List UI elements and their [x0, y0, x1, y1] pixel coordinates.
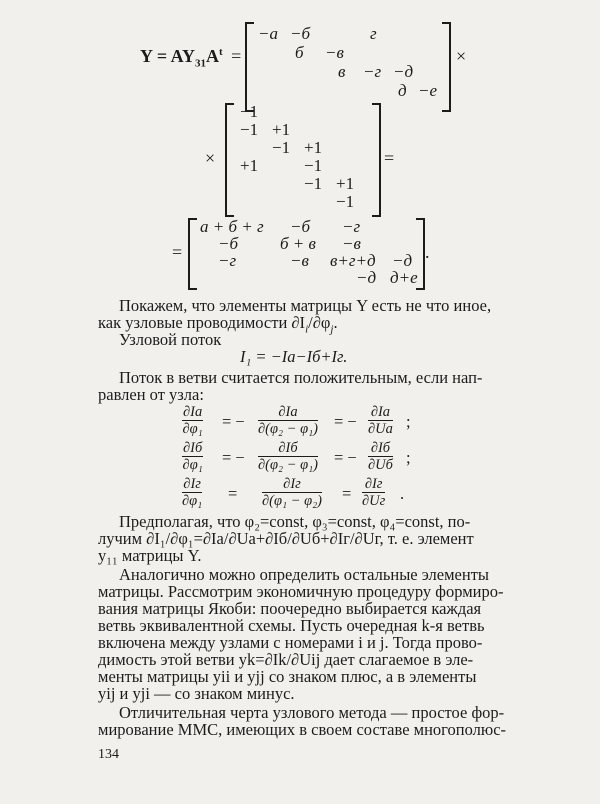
paragraph-line: Покажем, что элементы матрицы Y есть не что иное,: [119, 296, 492, 315]
period: .: [425, 242, 430, 262]
matrix-cell: д+е: [390, 268, 418, 287]
paragraph-line: димость этой ветви yk=∂Ik/∂Uij дает слагаемое в эле-: [98, 650, 474, 669]
matrix-cell: −1: [240, 120, 259, 139]
paragraph-line: Отличительная черта узлового метода — простое фор-: [119, 703, 505, 722]
paragraph-line: y₁₁ матрицы Y.: [98, 546, 202, 565]
paragraph-line: как узловые проводимости $\partial I_i/\partial\varphi_j$.: [98, 313, 338, 336]
operator: = −: [222, 412, 245, 431]
paragraph-line: вания матрицы Якоби: поочередно выбирается каждая: [98, 599, 482, 618]
operator: =: [228, 484, 238, 503]
matrix-cell: +1: [336, 174, 355, 193]
paragraph-line: равлен от узла:: [98, 385, 204, 404]
operator: = −: [334, 448, 357, 467]
paragraph-line: Поток в ветви считается положительным, если нап-: [119, 368, 483, 387]
matrix-cell: −б: [290, 217, 311, 236]
matrix-cell: −1: [336, 192, 355, 211]
paragraph-line: Узловой поток: [119, 330, 222, 349]
fraction: ∂Iг ∂Uг: [362, 476, 386, 509]
matrix-cell: −в: [325, 43, 344, 62]
matrix-cell: −г: [218, 251, 237, 270]
matrix-cell: б: [295, 43, 304, 62]
matrix-cell: −д: [356, 268, 377, 287]
matrix-cell: б + в: [280, 234, 316, 253]
times-sign: ×: [456, 46, 467, 66]
paragraph-line: ветвь эквивалентной схемы. Пусть очередная k-я ветвь: [98, 616, 485, 635]
fraction: ∂Iб ∂(φ₂ − φ₁): [258, 440, 318, 473]
matrix-cell: д: [398, 81, 407, 100]
fraction: ∂Iг ∂(φ₁ − φ₂): [262, 476, 322, 509]
operator: =: [342, 484, 352, 503]
punctuation: .: [400, 484, 405, 503]
matrix-cell: −в: [290, 251, 309, 270]
paragraph-line: Предполагая, что φ₂=const, φ₃=const, φ₄=const, по-: [119, 512, 471, 531]
matrix-cell: −г: [342, 217, 361, 236]
fraction: ∂Iа ∂Uа: [368, 404, 393, 437]
fraction: ∂Iа ∂(φ₂ − φ₁): [258, 404, 318, 437]
node-equation: I₁ = −Iа−Iб+Iг.: [240, 347, 348, 366]
matrix-cell: в: [338, 62, 346, 81]
matrix-cell: −б: [290, 24, 311, 43]
operator: = −: [334, 412, 357, 431]
matrix-cell: −а: [258, 24, 278, 43]
matrix-cell: −б: [218, 234, 239, 253]
equals-sign: =: [384, 148, 395, 168]
matrix-cell: −1: [272, 138, 291, 157]
matrix-cell: +1: [304, 138, 323, 157]
matrix-cell: −1: [240, 102, 259, 121]
matrix-cell: −1: [304, 174, 323, 193]
page-number: 134: [98, 747, 119, 762]
fraction: ∂Iг ∂φ₁: [182, 476, 203, 509]
matrix-cell: −г: [363, 62, 382, 81]
punctuation: ;: [406, 448, 411, 467]
matrix-cell: −д: [392, 251, 413, 270]
matrix-cell: −в: [342, 234, 361, 253]
paragraph-line: Аналогично можно определить остальные элементы: [119, 565, 489, 584]
paragraph-line: менты матрицы yii и yjj со знаком плюс, а в элементы: [98, 667, 477, 686]
equation-lhs: $Y = AY_{31}A^t$ =: [140, 46, 242, 70]
fraction: ∂Iа ∂φ₁: [182, 404, 203, 437]
matrix-cell: −е: [418, 81, 438, 100]
times-sign: ×: [205, 148, 216, 168]
paragraph-line: включена между узлами с номерами i и j. Тогда прово-: [98, 633, 483, 652]
fraction: ∂Iб ∂φ₁: [182, 440, 203, 473]
paragraph-line: мирование ММС, имеющих в своем составе многополюс-: [98, 720, 507, 739]
paragraph-line: матрицы. Рассмотрим экономичную процедуру формиро-: [98, 582, 504, 601]
equals-sign: =: [172, 242, 183, 262]
matrix-cell: +1: [272, 120, 291, 139]
fraction: ∂Iб ∂Uб: [368, 440, 393, 473]
matrix-cell: а + б + г: [200, 217, 264, 236]
matrix-cell: −1: [304, 156, 323, 175]
punctuation: ;: [406, 412, 411, 431]
operator: = −: [222, 448, 245, 467]
matrix-cell: −д: [393, 62, 414, 81]
matrix-cell: в+г+д: [330, 251, 376, 270]
matrix-cell: +1: [240, 156, 259, 175]
paragraph-line: yij и yji — со знаком минус.: [98, 684, 295, 703]
paragraph-line: лучим ∂I₁/∂φ₁=∂Iа/∂Uа+∂Iб/∂Uб+∂Iг/∂Uг, т. е. элемент: [98, 529, 474, 548]
matrix-cell: г: [370, 24, 377, 43]
